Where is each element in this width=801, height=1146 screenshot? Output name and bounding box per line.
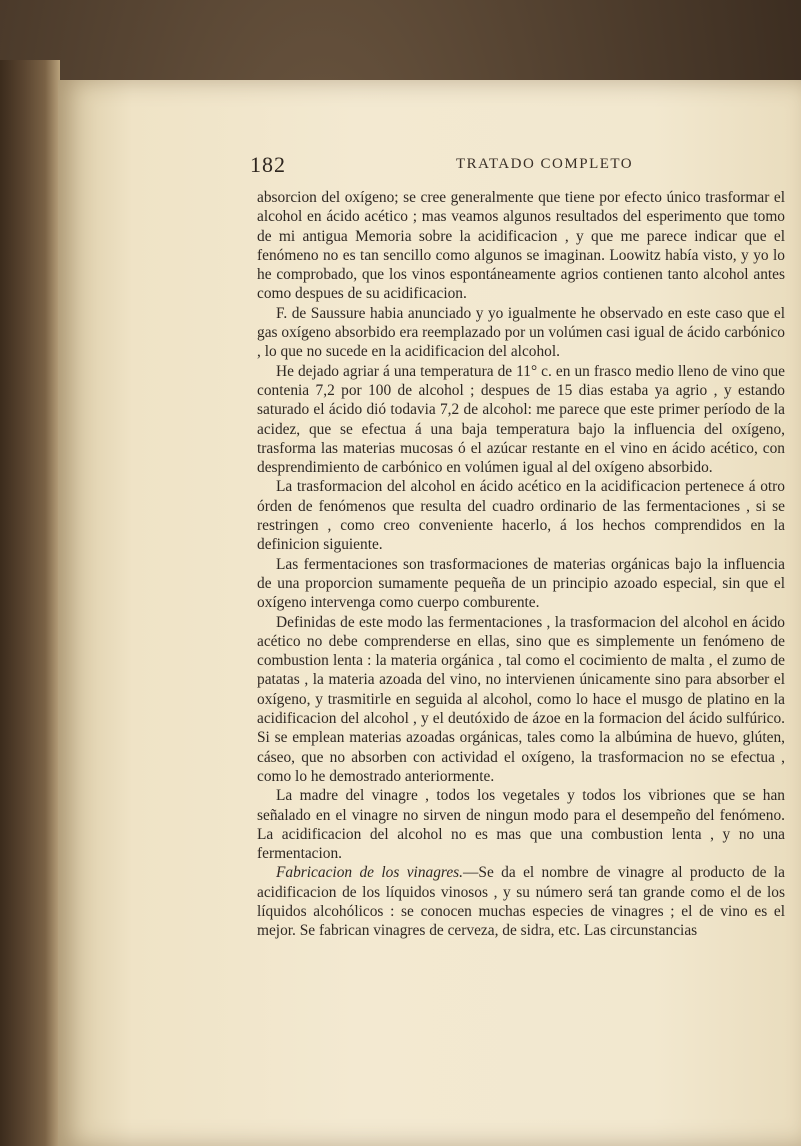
page-header	[250, 152, 790, 182]
paragraph: absorcion del oxígeno; se cree generalmente que tiene por efecto único trasformar el alcohol en ácido acético ; mas veamos algunos resultados del esperimento que tomo de mi antigua Memoria sobre la acidificacion , y que me parece indicar que el fenómeno no es tan sencillo como algunos se imaginan. Loowitz había visto, y yo lo he comprobado, que los vinos espontáneamente agrios contienen tanto alcohol antes como despues de su acidificacion.	[257, 189, 785, 303]
paragraph: F. de Saussure habia anunciado y yo igualmente he observado en este caso que el gas oxígeno absorbido era reemplazado por un volúmen casi igual de ácido carbónico , lo que no sucede en la acidificacion del alcohol.	[257, 304, 785, 361]
section-heading: Fabricacion de los vinagres.	[276, 864, 463, 882]
page-body	[257, 188, 785, 941]
paragraph: La trasformacion del alcohol en ácido acético en la acidificacion pertenece á otro órden de fenómenos que resulta del cuadro ordinario de las fermentaciones , si se restringen , como creo conveniente hacerlo, á los hechos comprendidos en la definicion siguiente.	[257, 478, 785, 554]
book-spine-edge	[0, 60, 60, 1146]
paragraph: Definidas de este modo las fermentaciones , la trasformacion del alcohol en ácido acético no debe comprenderse en ellas, sino que es simplemente un fenómeno de combustion lenta : la materia orgánica , tal como el cocimiento de malta , el zumo de patatas , la materia azoada del vino, no intervienen únicamente sino para absorber el oxígeno, y trasmitirle en seguida al alcohol, como lo hace el musgo de platino en la acidificacion del alcohol , y el deutóxido de ázoe en la formacion del ácido sulfúrico. Si se emplean materias azoadas orgánicas, tales como la albúmina de huevo, glúten, cáseo, que no absorben con actividad el oxígeno, la trasformacion no se efectua , como lo he demostrado anteriormente.	[257, 613, 785, 785]
running-head: TRATADO COMPLETO	[456, 156, 634, 172]
paragraph: La madre del vinagre , todos los vegetales y todos los vibriones que se han señalado en el vinagre no sirven de ningun modo para el desempeño del fenómeno. La acidificacion del alcohol no es mas que una combustion lenta , y no una fermentacion.	[257, 787, 785, 863]
paragraph-text: —Se da el nombre de vinagre al producto de la acidificacion de los líquidos vinosos , y su número será tan grande como el de los líquidos alcohólicos : se conocen muchas especies de vinagres ; el de vino es el mejor. Se fabrican vinagres de cerveza, de sidra, etc. Las circunstancias	[257, 864, 785, 940]
paragraph: Las fermentaciones son trasformaciones de materias orgánicas bajo la influencia de una proporcion sumamente pequeña de un principio azoado especial, sin que el oxígeno intervenga como cuerpo comburente.	[257, 555, 785, 612]
paragraph-fabricacion	[257, 863, 785, 940]
paragraph: He dejado agriar á una temperatura de 11° c. en un frasco medio lleno de vino que contenia 7,2 por 100 de alcohol ; despues de 15 dias estaba ya agrio , y estando saturado el ácido dió todavia 7,2 de alcohol: me parece que este primer período de la acidez, que se efectua á una baja temperatura bajo la influencia del oxígeno, trasforma las materias mucosas ó el azúcar restante en el vino en ácido acético, con desprendimiento de carbónico en volúmen igual al del oxígeno absorbido.	[257, 362, 785, 477]
page-number: 182	[250, 152, 286, 177]
